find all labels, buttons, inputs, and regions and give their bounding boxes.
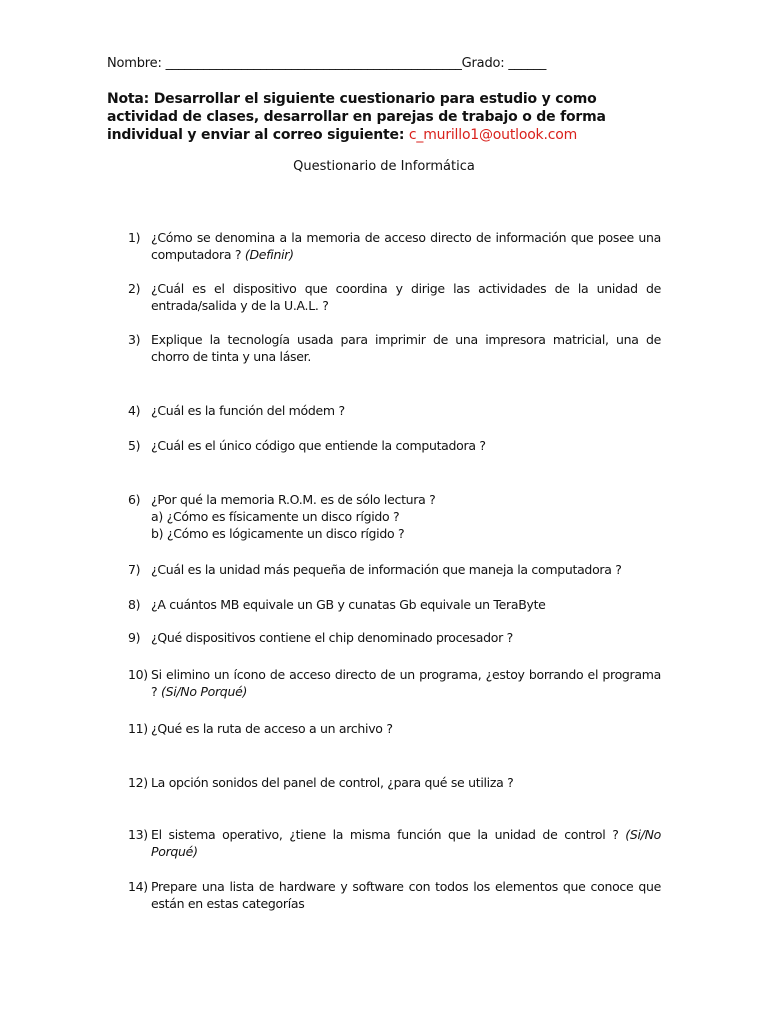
question-number: 10) <box>128 667 148 682</box>
question-text-block <box>151 229 661 263</box>
question-item <box>128 826 661 860</box>
question-number: 9) <box>128 630 141 645</box>
question-text: ¿A cuántos MB equivale un GB y cunatas Gb equivale un TeraByte <box>151 597 546 612</box>
question-text: Si elimino un ícono de acceso directo de un programa, ¿estoy borrando el programa ? <box>151 667 661 699</box>
question-number: 6) <box>128 492 141 507</box>
question-number: 4) <box>128 403 141 418</box>
question-number: 14) <box>128 879 148 894</box>
question-text-block <box>151 491 661 542</box>
question-text: ¿Cuál es la función del módem ? <box>151 403 345 418</box>
question-text-block <box>151 826 661 860</box>
sub-question-b: b) ¿Cómo es lógicamente un disco rígido ? <box>151 526 405 541</box>
question-item <box>128 596 661 613</box>
question-text: Prepare una lista de hardware y software con todos los elementos que conoce que están en estas categorías <box>151 879 661 911</box>
question-item <box>128 878 661 912</box>
question-note: (Definir) <box>244 247 294 262</box>
question-item <box>128 774 661 791</box>
question-text: ¿Qué dispositivos contiene el chip denominado procesador ? <box>151 630 513 645</box>
question-item <box>128 402 661 419</box>
page-title: Questionario de Informática <box>293 159 475 174</box>
question-item <box>128 720 661 737</box>
question-note: (Si/No Porqué) <box>151 827 661 859</box>
question-text: Explique la tecnología usada para imprimir de una impresora matricial, una de chorro de tinta y una láser. <box>151 332 661 364</box>
sub-question-a: a) ¿Cómo es físicamente un disco rígido ? <box>151 509 400 524</box>
note-text: Desarrollar el siguiente cuestionario para estudio y como actividad de clases, desarrollar en parejas de trabajo o de forma individual y enviar al correo siguiente: <box>107 91 606 143</box>
question-number: 7) <box>128 562 141 577</box>
note-label: Nota: <box>107 91 150 107</box>
question-text: ¿Por qué la memoria R.O.M. es de sólo lectura ? <box>151 492 436 507</box>
question-item <box>128 280 661 314</box>
question-number: 2) <box>128 281 141 296</box>
question-note: (Si/No Porqué) <box>161 684 248 699</box>
question-number: 1) <box>128 230 141 245</box>
question-item <box>128 666 661 700</box>
question-text: ¿Cómo se denomina a la memoria de acceso directo de información que posee una computadora ? <box>151 230 661 262</box>
email-link[interactable]: c_murillo1@outlook.com <box>408 127 578 143</box>
question-text: ¿Cuál es el dispositivo que coordina y dirige las actividades de la unidad de entrada/salida y de la U.A.L. ? <box>151 281 661 313</box>
question-item <box>128 629 661 646</box>
question-text: ¿Qué es la ruta de acceso a un archivo ? <box>151 721 393 736</box>
question-number: 13) <box>128 827 148 842</box>
question-item <box>128 491 661 542</box>
name-grade-line: Nombre: _______________________________________________Grado: ______ <box>107 56 547 71</box>
question-text: ¿Cuál es el único código que entiende la computadora ? <box>151 438 486 453</box>
question-number: 8) <box>128 597 141 612</box>
question-item <box>128 561 661 578</box>
question-text: La opción sonidos del panel de control, ¿para qué se utiliza ? <box>151 775 514 790</box>
question-text: El sistema operativo, ¿tiene la misma función que la unidad de control ? <box>151 827 626 842</box>
question-number: 3) <box>128 332 141 347</box>
question-number: 12) <box>128 775 148 790</box>
question-number: 5) <box>128 438 141 453</box>
question-text-block <box>151 666 661 700</box>
question-item <box>128 437 661 454</box>
note-paragraph <box>107 90 662 144</box>
question-number: 11) <box>128 721 148 736</box>
question-item <box>128 331 661 365</box>
question-text: ¿Cuál es la unidad más pequeña de información que maneja la computadora ? <box>151 562 622 577</box>
question-item <box>128 229 661 263</box>
